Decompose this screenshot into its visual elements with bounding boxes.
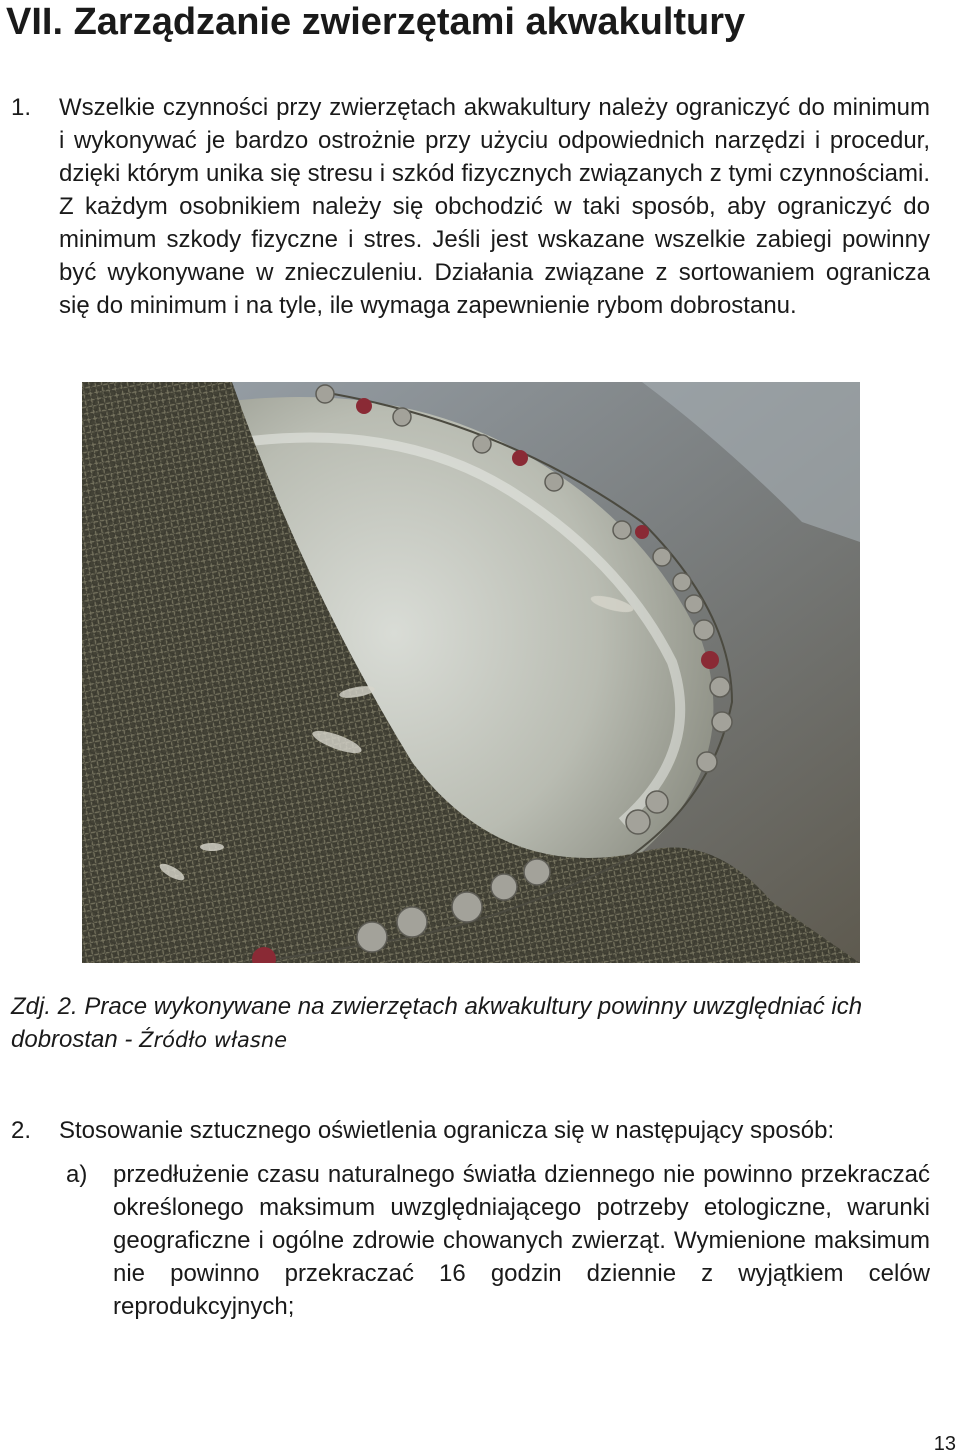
page-number: 13 [933,1433,956,1455]
item-a-text: przedłużenie czasu naturalnego światła dziennego nie powinno przekraczać określonego maksimum uwzględniającego potrzeby etologiczne, warunki geograficzne i ogólne zdrowie chowanych zwierząt. Wymienione maksimum nie powinno przekraczać 16 godzin dziennie z wyjątkiem celów reprodukcyjnych; [113,1161,930,1320]
page-heading: VII. Zarządzanie zwierzętami akwakultury [6,1,746,43]
item-a-label: a) [66,1161,88,1188]
section-2-text: Stosowanie sztucznego oświetlenia ogranicza się w następujący sposób: [59,1117,835,1144]
section-1-number: 1. [11,94,32,121]
caption-text: Zdj. 2. Prace wykonywane na zwierzętach akwakultury powinny uwzględniać ich dobrostan - [11,993,863,1053]
section-1-text: Wszelkie czynności przy zwierzętach akwakultury należy ograniczyć do minimum i wykonywać je bardzo ostrożnie przy użyciu odpowiednich narzędzi i procedur, dzięki którym unika się stresu i szkód fizycznych związanych z tymi czynnościami. Z każdym osobnikiem należy się obchodzić w taki sposób, aby ograniczyć do minimum szkody fizyczne i stres. Jeśli jest wskazane wszelkie zabiegi powinny być wykonywane w znieczuleniu. Działania związane z sortowaniem ogranicza się do minimum i na tyle, ile wymaga zapewnienie rybom dobrostanu. [59,94,930,319]
fish-harvest-photo [82,382,860,963]
caption-source: Źródło własne [139,1028,288,1052]
photo-caption [11,990,901,1057]
section-2-number: 2. [11,1117,32,1144]
